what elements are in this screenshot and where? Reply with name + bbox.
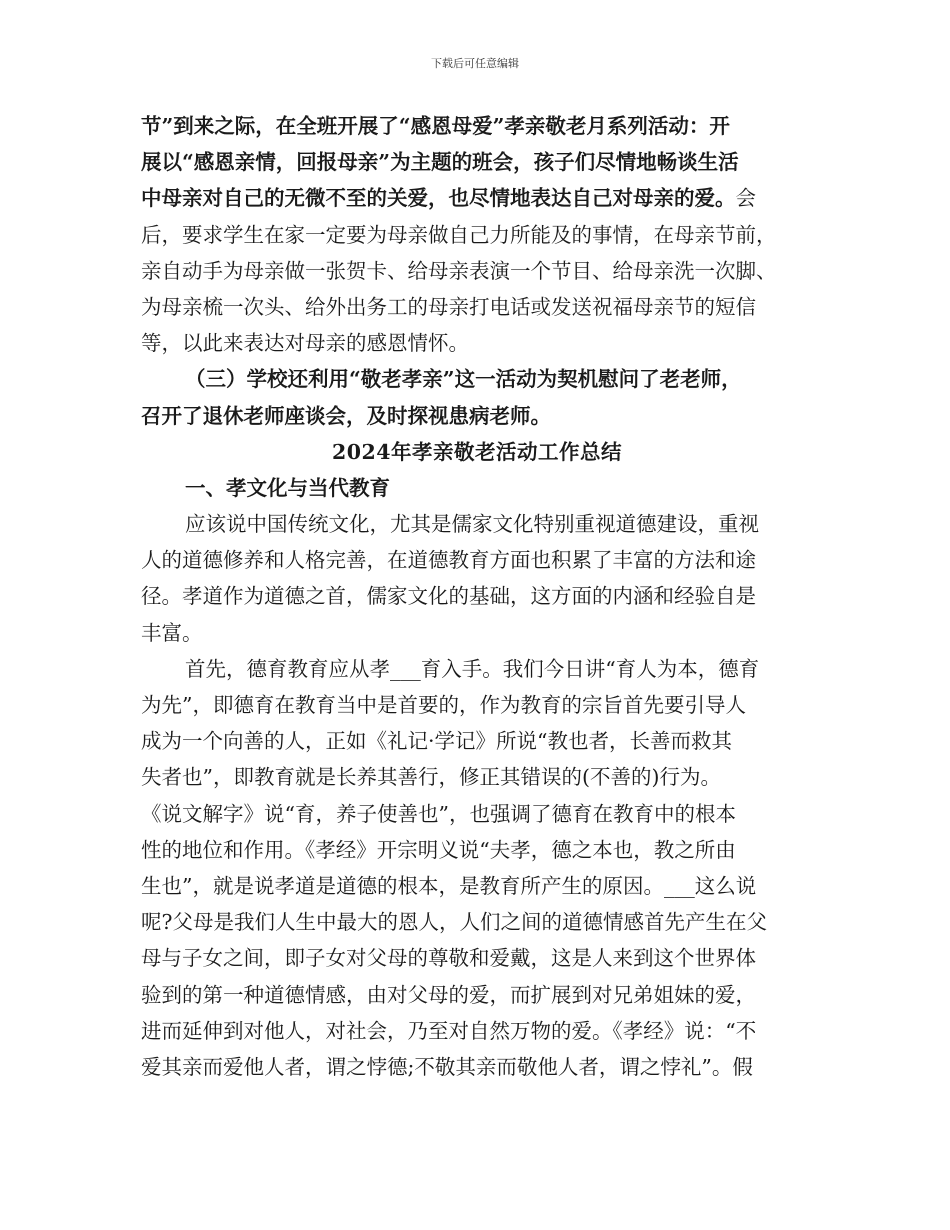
paragraph-line: 等，以此来表达对母亲的感恩情怀。 (141, 331, 469, 356)
paragraph-line: 验到的第一种道德情感，由对父母的爱，而扩展到对兄弟姐妹的爱， (141, 982, 756, 1007)
paragraph-line: 《说文解字》说“育，养子使善也”，也强调了德育在教育中的根本 (141, 801, 736, 826)
paragraph-line: 爱其亲而爱他人者，谓之悖德;不敬其亲而敬他人者，谓之悖礼”。假 (141, 1054, 753, 1079)
normal-text: 会 (735, 186, 756, 211)
paragraph-line: 首先，德育教育应从孝___育入手。我们今日讲“育人为本，德育 (185, 656, 760, 681)
paragraph-line: 成为一个向善的人，正如《礼记·学记》所说“教也者，长善而救其 (141, 729, 732, 754)
paragraph-line: 生也”，就是说孝道是道德的根本，是教育所产生的原因。___这么说 (141, 873, 757, 898)
paragraph-line: 为先”，即德育在教育当中是首要的，作为教育的宗旨首先要引导人 (141, 693, 746, 717)
section-heading: 一、孝文化与当代教育 (185, 475, 390, 500)
paragraph-line: 节”到来之际，在全班开展了“感恩母爱”孝亲敬老月系列活动：开 (141, 114, 730, 138)
document-body (141, 108, 813, 1085)
paragraph-line: 失者也”，即教育就是长养其善行，修正其错误的(不善的)行为。 (141, 765, 721, 790)
document-title: 2024年孝亲敬老活动工作总结 (331, 439, 623, 464)
paragraph-line: 应该说中国传统文化，尤其是儒家文化特别重视道德建设，重视 (185, 512, 759, 537)
paragraph-line: 径。孝道作为道德之首，儒家文化的基础，这方面的内涵和经验自是 (141, 584, 756, 609)
paragraph-line: 人的道德修养和人格完善，在道德教育方面也积累了丰富的方法和途 (141, 548, 756, 573)
paragraph-line (141, 180, 813, 216)
paragraph-line: 召开了退休老师座谈会，及时探视患病老师。 (141, 403, 551, 428)
paragraph-line: 进而延伸到对他人，对社会，乃至对自然万物的爱。《孝经》说：“不 (141, 1018, 757, 1043)
page-header: 下载后可任意编辑 (431, 57, 519, 70)
paragraph-line: 后，要求学生在家一定要为母亲做自己力所能及的事情，在母亲节前， (141, 222, 777, 247)
paragraph-line: 为母亲梳一次头、给外出务工的母亲打电话或发送祝福母亲节的短信 (141, 294, 756, 319)
paragraph-line: 母与子女之间，即子女对父母的尊敬和爱戴，这是人来到这个世界体 (141, 946, 756, 971)
paragraph-line: 展以“感恩亲情，回报母亲”为主题的班会，孩子们尽情地畅谈生活 (141, 150, 739, 175)
paragraph-line: 呢?父母是我们人生中最大的恩人，人们之间的道德情感首先产生在父 (141, 910, 767, 935)
paragraph-line: 亲自动手为母亲做一张贺卡、给母亲表演一个节目、给母亲洗一次脚、 (141, 258, 777, 283)
paragraph-line: 丰富。 (141, 620, 203, 645)
paragraph-line: 性的地位和作用。《孝经》开宗明义说“夫孝，德之本也，教之所由 (141, 837, 736, 862)
paragraph-line: （三）学校还利用“敬老孝亲”这一活动为契机慰问了老老师， (185, 367, 742, 392)
bold-text: 中母亲对自己的无微不至的关爱，也尽情地表达自己对母亲的爱。 (141, 186, 736, 211)
